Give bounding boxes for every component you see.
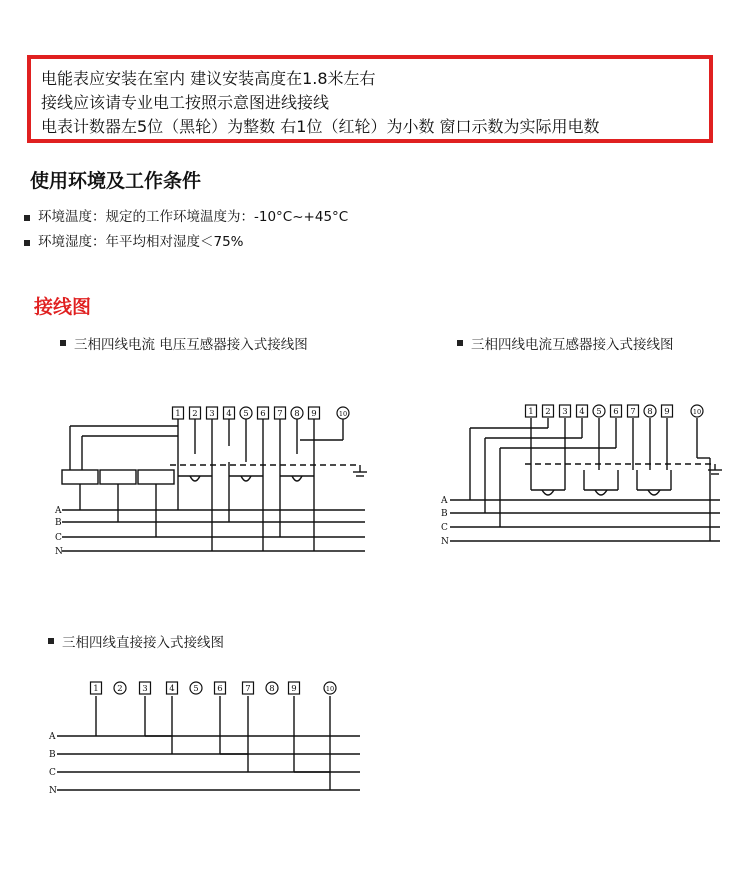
- terminal-number: 1: [175, 409, 181, 419]
- terminal-number: 3: [142, 684, 148, 694]
- terminal-number: 8: [269, 684, 275, 694]
- terminal-number: 2: [192, 409, 198, 419]
- terminal-number: 10: [692, 408, 702, 416]
- terminal-number: 2: [117, 684, 123, 694]
- terminal-number: 5: [596, 407, 602, 417]
- line-label-n: N: [55, 547, 63, 557]
- diagram-label-text: 三相四线直接接入式接线图: [62, 635, 224, 651]
- line-label-c: C: [49, 768, 56, 778]
- line-label-c: C: [55, 533, 62, 543]
- terminal-number: 5: [193, 684, 199, 694]
- terminal-number: 9: [311, 409, 317, 419]
- line-label-n: N: [441, 537, 449, 547]
- terminal-number: 5: [243, 409, 249, 419]
- line-label-a: A: [441, 496, 448, 506]
- line-label-c: C: [441, 523, 448, 533]
- terminal-number: 7: [277, 409, 283, 419]
- notice-line-2: 接线应该请专业电工按照示意图进线接线: [41, 93, 330, 112]
- terminal-number: 1: [93, 684, 99, 694]
- terminal-number: 9: [664, 407, 670, 417]
- environment-title: 使用环境及工作条件: [30, 170, 202, 192]
- notice-line-3: 电表计数器左5位（黑轮）为整数 右1位（红轮）为小数 窗口示数为实际用电数: [41, 117, 600, 136]
- terminal-number: 6: [260, 409, 266, 419]
- terminal-number: 6: [217, 684, 223, 694]
- terminal-number: 7: [245, 684, 251, 694]
- environment-item-text: 环境温度：规定的工作环境温度为：-10°C~+45°C: [38, 209, 349, 225]
- terminal-row: [91, 682, 337, 694]
- diagram-label-text: 三相四线电流 电压互感器接入式接线图: [74, 337, 308, 353]
- terminal-number: 4: [579, 407, 585, 417]
- line-label-a: A: [49, 732, 56, 742]
- line-label-n: N: [49, 786, 57, 796]
- terminal-number: 8: [647, 407, 653, 417]
- environment-item-text: 环境湿度：年平均相对湿度＜75%: [38, 234, 244, 250]
- terminal-number: 3: [209, 409, 215, 419]
- terminal-number: 8: [294, 409, 300, 419]
- diagram-label-text: 三相四线电流互感器接入式接线图: [471, 337, 674, 353]
- terminal-number: 3: [562, 407, 568, 417]
- terminal-number: 1: [528, 407, 534, 417]
- terminal-number: 10: [338, 410, 348, 418]
- line-label-b: B: [441, 509, 448, 519]
- terminal-number: 10: [325, 685, 335, 693]
- terminal-number: 2: [545, 407, 551, 417]
- notice-line-1: 电能表应安装在室内 建议安装高度在1.8米左右: [41, 69, 376, 88]
- terminal-number: 4: [169, 684, 175, 694]
- terminal-number: 4: [226, 409, 232, 419]
- line-label-b: B: [49, 750, 56, 760]
- wiring-title: 接线图: [34, 296, 92, 318]
- terminal-number: 7: [630, 407, 636, 417]
- line-label-a: A: [55, 506, 62, 516]
- terminal-number: 6: [613, 407, 619, 417]
- terminal-number: 9: [291, 684, 297, 694]
- line-label-b: B: [55, 518, 62, 528]
